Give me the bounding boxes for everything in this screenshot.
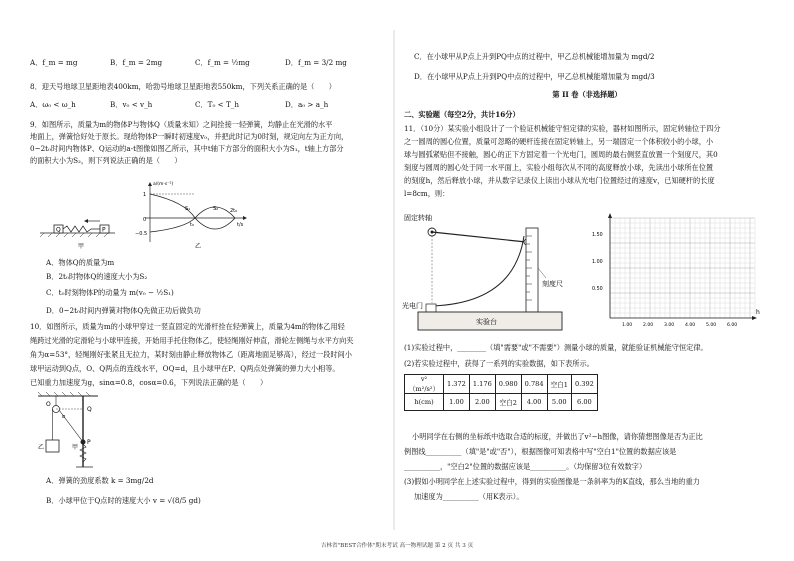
q11-line-5: 的刻度h，然后释放小球，并从数字记录仪上读出小球从光电门位置经过的速度v，已知硬杆的长度 [404, 176, 715, 185]
grid-xtick-6: 6.00 [727, 323, 738, 328]
q11-line-2: 之一圆周的圆心位置，质量可忽略的硬杆连接在固定转轴上，另一端固定一个体积较小的小球，小 [404, 137, 714, 146]
q8-stem: 8．迎天号地球卫星距地表400km，哈勃号地球卫星距地表550km，下列关系正确的是（ ） [30, 82, 336, 91]
table-row [405, 394, 598, 411]
fig-caption-yi: 乙 [195, 243, 202, 250]
q9-line-3: 0~2t₀时间内物体P、Q运动的a-t图像如图乙所示，其中t轴下方部分的面积大小为S₁，t轴上方部分 [30, 144, 344, 153]
q10-option-b: B．小球甲位于Q点时的速度大小 v = √(8/5 gd) [46, 496, 201, 505]
q11-text-4: (3)假如小明同学在上述实验过程中，得到的实验图像是一条斜率为的K直线，那么当地的重力 [404, 477, 700, 486]
table-cell: 1.176 [469, 375, 495, 394]
part2-title: 第 II 卷（非选择题） [552, 90, 622, 99]
grid-ytick-050: 0.50 [592, 287, 603, 292]
q7-option-b: B．f_m = 2mg [110, 58, 163, 67]
table-cell: 6.00 [571, 394, 597, 411]
table-cell: 0.392 [571, 375, 597, 394]
fig-label-jia2: 甲 [72, 444, 79, 451]
tick-y-neg: −0.5 [135, 231, 148, 237]
q10-line-2: 绳跨过光滑的定滑轮与小球甲连接，开始用手托住物体乙，使轻绳刚好伸直，滑轮左侧绳与水平方向夹 [30, 336, 354, 345]
tick-y-1: 1 [143, 192, 147, 198]
q11-line-6: l=8cm，则： [404, 189, 450, 198]
table-cell: 0.980 [495, 375, 521, 394]
q8-option-a: A．ω₀ < ω_h [30, 100, 76, 109]
fig-label-alpha: α [62, 414, 66, 420]
graph-paper [590, 212, 760, 330]
q11-text-2: 例图线__________（填"是"或"否"），根据图像可知表格中写"空白1"位置的数据应该是 [404, 447, 677, 456]
table-cell: 2.00 [469, 394, 495, 411]
q8-option-d: D．a₀ > a_h [285, 100, 329, 109]
label-fixed-axis: 固定转轴 [404, 214, 432, 222]
q9-figure-jia [40, 215, 120, 255]
table-cell: 空白2 [495, 394, 521, 411]
tick-x-t0: t₀ [190, 222, 194, 228]
area-label-s1: S₁ [185, 206, 191, 212]
q9-option-b: B．2t₀时物体Q的速度大小为S₂ [46, 272, 148, 281]
table-cell: 1.00 [444, 394, 470, 411]
grid-xtick-5: 5.00 [706, 323, 717, 328]
right-column [404, 0, 770, 561]
label-bench: 实验台 [476, 318, 497, 326]
page-footer: 吉林省"BEST合作体"期末考试 高一物理试题 第 2 页 共 3 页 [320, 543, 474, 549]
grid-xlabel-h: h [756, 309, 760, 316]
q9-line-4: 的面积大小为S₂，则下列说法正确的是（ ） [30, 156, 182, 165]
left-column [30, 0, 380, 561]
table-cell: 1.372 [444, 375, 470, 394]
q9-option-a: A．物体Q的质量为m [46, 258, 115, 267]
q8-option-c: C．T₀ < T_h [195, 100, 239, 109]
table-cell: 4.00 [521, 394, 547, 411]
grid-ytick-150: 1.50 [592, 233, 603, 238]
q9-option-d: D．0~2t₀时间内弹簧对物体Q先做正功后做负功 [46, 306, 201, 315]
q11-line-3: 球与圆弧紧贴但不接触，圆心的正下方固定着一个光电门，圆周的最右侧竖直放置一个刻度尺，其0 [404, 150, 718, 159]
label-photogate: 光电门 [402, 302, 423, 310]
table-cell: 空白1 [547, 375, 571, 394]
q9-line-2: 地面上，弹簧恰好处于原长。现给物体P一瞬时初速度v₀，并把此时记为0时刻，规定向左为正方向， [30, 132, 349, 141]
grid-ytick-100: 1.00 [592, 260, 603, 265]
q10-option-c: C．在小球甲从P点上升到PQ中点的过程中，甲乙总机械能增加量为 mgd/2 [414, 52, 655, 61]
fig-label-q2: Q [87, 406, 92, 413]
q10-option-d: D．在小球甲从P点上升到PQ中点的过程中，甲乙总机械能增加量为 mgd/3 [414, 72, 655, 81]
fig-label-yi: 乙 [38, 444, 45, 451]
table-head-h: h(cm) [405, 394, 444, 411]
data-table [404, 374, 598, 411]
q10-line-1: 10．如图所示，质量为m的小球甲穿过一竖直固定的光滑杆拴在轻弹簧上，质量为4m的物体乙用轻 [30, 322, 345, 331]
table-head-v2: v²（m²/s²） [405, 375, 444, 394]
q9-figure-yi [135, 180, 255, 250]
grid-xtick-4: 4.00 [685, 323, 696, 328]
tick-y-0: 0 [143, 217, 147, 223]
q11-text-5: 加速度为__________（用K表示）。 [414, 492, 524, 501]
q9-line-1: 9．如图所示，质量为m的物体P与物体Q（质量未知）之间拴接一轻弹簧，均静止在光滑的水平 [30, 120, 333, 129]
q11-line-4: 刻度与圆周的圆心处于同一水平面上，实验小组每次从不同的高度释放小球，先读出小球所在位置 [404, 163, 714, 172]
q11-text-3: __________，"空白2"位置的数据应该是__________。（均保留3位有效数字） [404, 462, 647, 471]
fig-caption-jia: 甲 [78, 243, 85, 250]
area-label-s2: S₂ [213, 206, 219, 212]
axis-label-a: a/(m·s⁻²) [153, 182, 174, 187]
q7-option-d: D．f_m = 3/2 mg [285, 58, 347, 67]
apparatus-figure [404, 208, 569, 338]
q10-line-4: 球甲运动到Q点，O、Q两点的连线水平，OQ=d，且小球甲在P、Q两点处弹簧的弹力大小相等。 [30, 364, 340, 373]
q11-part1: (1)实验过程中，________（填"需要"或"不需要"）测量小球的质量，就能验证机械能守恒定律。 [404, 343, 708, 352]
q8-option-b: B．v₀ < v_h [110, 100, 153, 109]
grid-xtick-3: 3.00 [664, 323, 675, 328]
section-title: 二、实验题（每空2分，共计16分） [404, 110, 520, 119]
q10-figure [38, 392, 138, 472]
fig-label-o: O [46, 401, 51, 408]
fig-label-p2: P [87, 439, 91, 446]
table-cell: 5.00 [547, 394, 571, 411]
q9-option-c: C．t₀时刻物体P的动量为 m(v₀ − ½S₁) [46, 288, 174, 297]
tick-x-2t0: 2t₀ [230, 208, 238, 214]
table-row [405, 375, 598, 394]
grid-xtick-2: 2.00 [643, 323, 654, 328]
q7-option-c: C．f_m = ½mg [195, 58, 250, 67]
column-divider [393, 30, 395, 530]
q11-text-1: 小明同学在右侧的坐标纸中选取合适的标度，并做出了v²−h图像，请你猜想图像是否为正比 [412, 432, 703, 441]
fig-label-q: Q [56, 226, 61, 234]
q10-option-a: A．弹簧的劲度系数 k = 3mg/2d [46, 476, 154, 485]
table-cell: 0.784 [521, 375, 547, 394]
q11-part2: (2)若实验过程中，获得了一系列的实验数据，如下表所示。 [404, 359, 594, 368]
fig-label-p: P [102, 226, 106, 234]
q7-option-a: A．f_m = mg [30, 58, 78, 67]
q10-line-5: 已知重力加速度为g，sinα=0.8，cosα=0.6，下列说法正确的是（ ） [30, 378, 268, 387]
axis-label-t: t/s [237, 222, 244, 228]
label-ruler: 刻度尺 [542, 280, 563, 288]
grid-xtick-1: 1.00 [622, 323, 633, 328]
q11-line-1: 11．（10分）某实验小组设计了一个验证机械能守恒定律的实验，器材如图所示，固定转轴位于四分 [404, 124, 721, 133]
q10-line-3: 角为α=53°，轻绳刚好张紧且无拉力，某时刻由静止释放物体乙（距离地面足够高），经过一段时间小 [30, 350, 352, 359]
